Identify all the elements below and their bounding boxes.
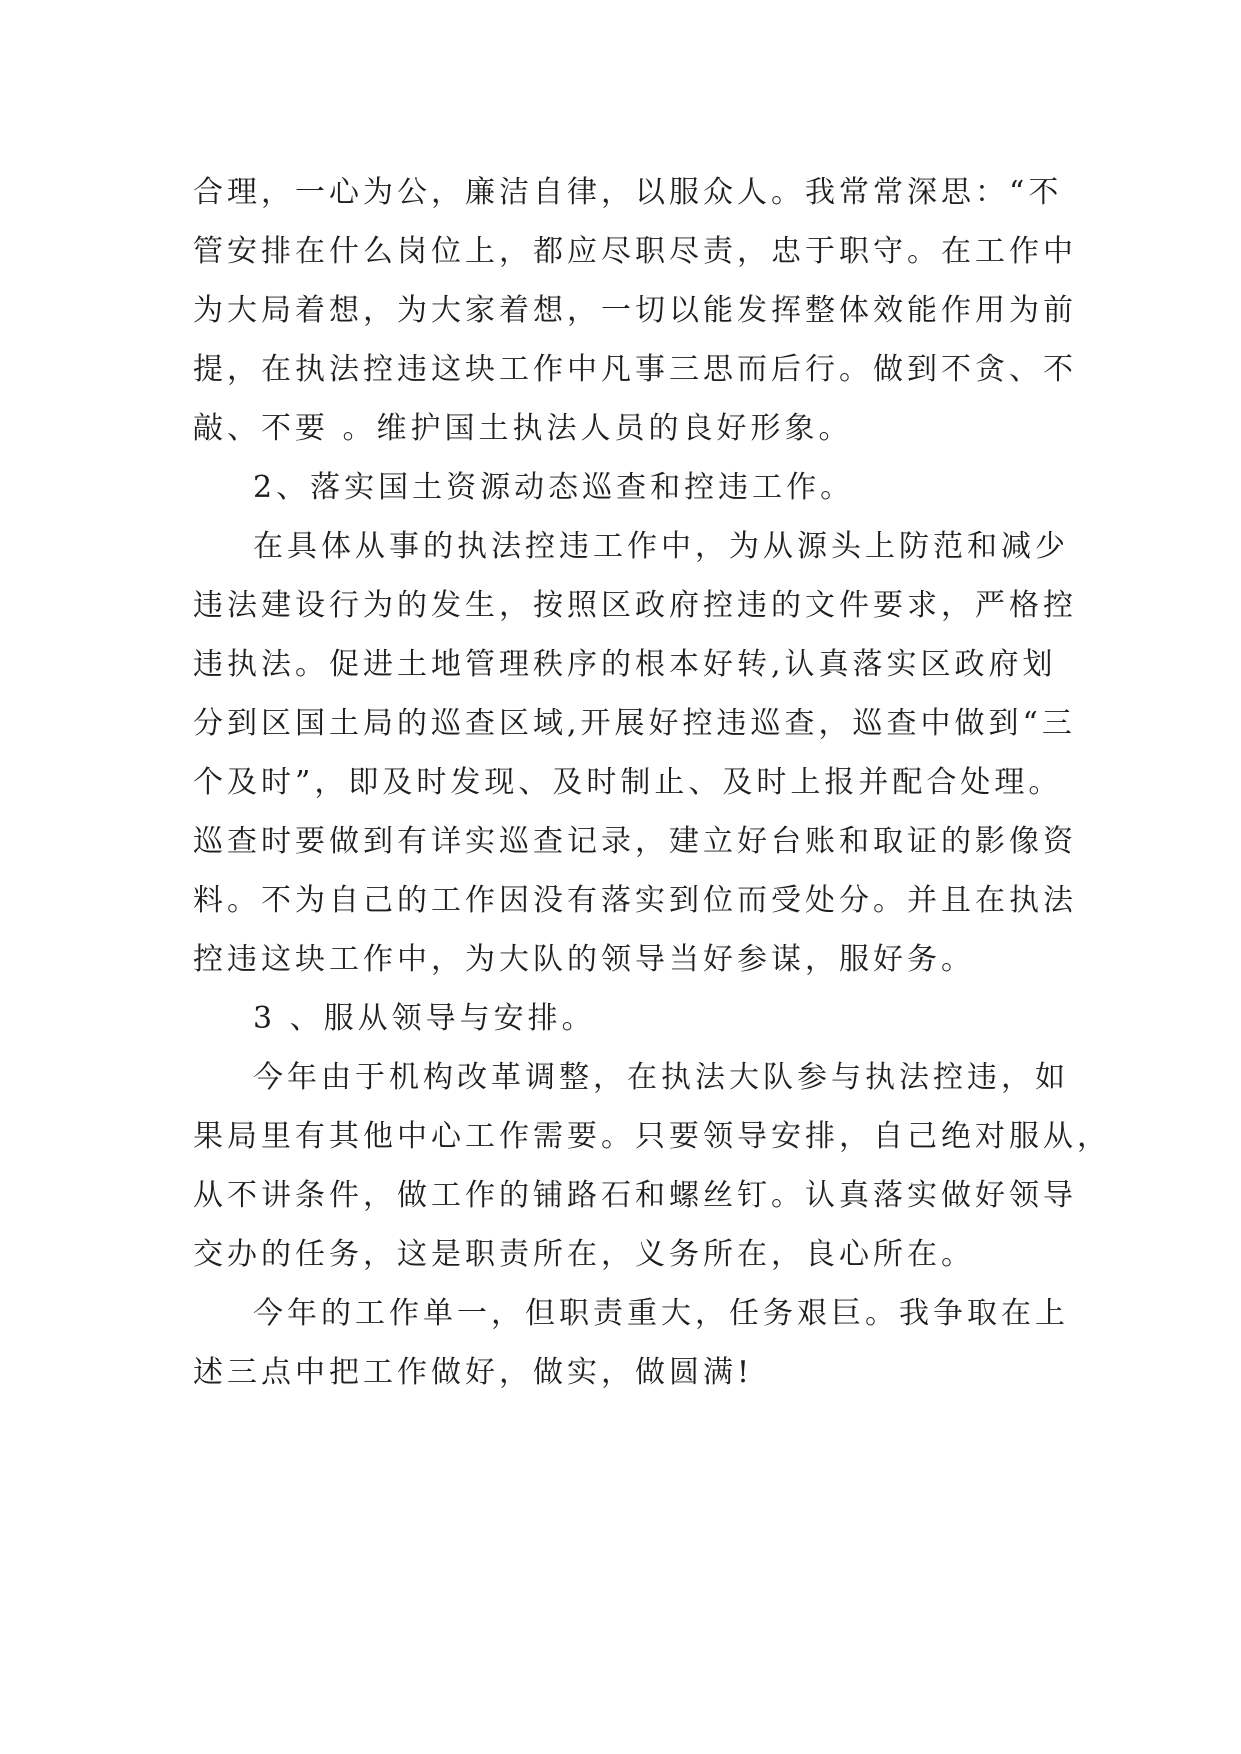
text-line: 从不讲条件，做工作的铺路石和螺丝钉。认真落实做好领导 [193,1178,1077,1213]
text-line: 交办的任务，这是职责所在，义务所在，良心所在。 [193,1237,975,1272]
section-heading: 2、落实国土资源动态巡查和控违工作。 [253,470,855,505]
text-line: 管安排在什么岗位上，都应尽职尽责，忠于职守。在工作中 [193,234,1077,269]
text-line: 敲、不要 。维护国土执法人员的良好形象。 [193,411,853,446]
text-line: 违法建设行为的发生，按照区政府控违的文件要求，严格控 [193,588,1077,623]
text-line: 巡查时要做到有详实巡查记录，建立好台账和取证的影像资 [193,824,1077,859]
section-heading: 3 、服从领导与安排。 [253,1001,596,1036]
text-line: 为大局着想，为大家着想，一切以能发挥整体效能作用为前 [193,293,1077,328]
text-line: 合理，一心为公，廉洁自律，以服众人。我常常深思：“不 [193,175,1063,210]
text-line: 提，在执法控违这块工作中凡事三思而后行。做到不贪、不 [193,352,1077,387]
text-line: 今年由于机构改革调整，在执法大队参与执法控违，如 [253,1060,1069,1095]
text-line: 违执法。促进土地管理秩序的根本好转,认真落实区政府划 [193,647,1057,682]
text-line: 今年的工作单一，但职责重大，任务艰巨。我争取在上 [253,1296,1069,1331]
text-line: 分到区国土局的巡查区域,开展好控违巡查，巡查中做到“三 [193,706,1076,741]
text-line: 料。不为自己的工作因没有落实到位而受处分。并且在执法 [193,883,1077,918]
text-line: 述三点中把工作做好，做实，做圆满! [193,1355,754,1390]
body-text [193,163,1111,1402]
text-line: 个及时”，即及时发现、及时制止、及时上报并配合处理。 [193,765,1063,800]
text-line: 控违这块工作中，为大队的领导当好参谋，服好务。 [193,942,975,977]
text-line: 果局里有其他中心工作需要。只要领导安排，自己绝对服从， [193,1119,1111,1154]
text-line: 在具体从事的执法控违工作中，为从源头上防范和减少 [253,529,1069,564]
